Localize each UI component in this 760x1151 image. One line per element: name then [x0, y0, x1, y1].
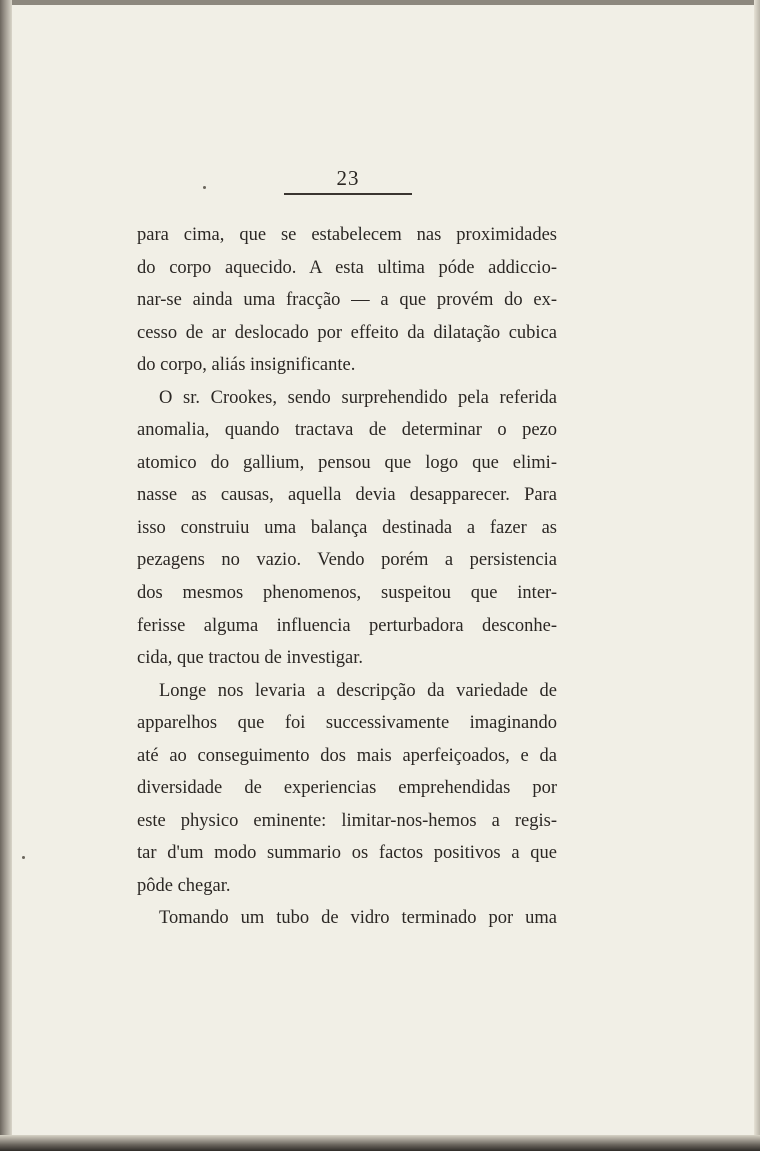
text-line: cesso de ar deslocado por effeito da dilatação cubica	[137, 322, 557, 343]
text-line: tar d'um modo summario os factos positivos a que	[137, 843, 557, 864]
paper-speck	[22, 856, 25, 859]
page-top-edge	[0, 0, 760, 5]
text-line: O sr. Crookes, sendo surprehendido pela referida	[159, 387, 557, 408]
text-line: pôde chegar.	[137, 875, 231, 896]
page-right-edge	[754, 0, 760, 1151]
text-line: isso construiu uma balança destinada a fazer as	[137, 517, 557, 538]
text-line: ferisse alguma influencia perturbadora desconhe-	[137, 615, 557, 636]
text-line: anomalia, quando tractava de determinar o pezo	[137, 420, 557, 441]
text-line: do corpo, aliás insignificante.	[137, 355, 356, 376]
paper-speck	[203, 186, 206, 189]
text-line: apparelhos que foi successivamente imaginando	[137, 713, 557, 734]
book-binding	[0, 0, 12, 1151]
text-line: dos mesmos phenomenos, suspeitou que inter-	[137, 583, 557, 604]
text-line: pezagens no vazio. Vendo porém a persistencia	[137, 550, 557, 571]
text-line: Longe nos levaria a descripção da variedade de	[159, 680, 557, 701]
text-line: até ao conseguimento dos mais aperfeiçoados, e da	[137, 745, 557, 766]
text-line: nasse as causas, aquella devia desapparecer. Para	[137, 485, 557, 506]
text-line: diversidade de experiencias emprehendidas por	[137, 778, 557, 799]
page-number: 23	[336, 166, 360, 190]
text-line: nar-se ainda uma fracção — a que provém do ex-	[137, 290, 557, 311]
text-line: para cima, que se estabelecem nas proximidades	[137, 225, 557, 245]
page-bottom-edge	[0, 1135, 760, 1151]
text-line: cida, que tractou de investigar.	[137, 648, 364, 669]
text-line: atomico do gallium, pensou que logo que elimi-	[137, 452, 557, 473]
text-line: este physico eminente: limitar-nos-hemos a regis-	[137, 810, 557, 831]
text-line: do corpo aquecido. A esta ultima póde addiccio-	[137, 257, 557, 278]
body-text	[137, 219, 557, 935]
text-line: Tomando um tubo de vidro terminado por uma	[159, 908, 557, 929]
header-rule	[284, 193, 412, 195]
